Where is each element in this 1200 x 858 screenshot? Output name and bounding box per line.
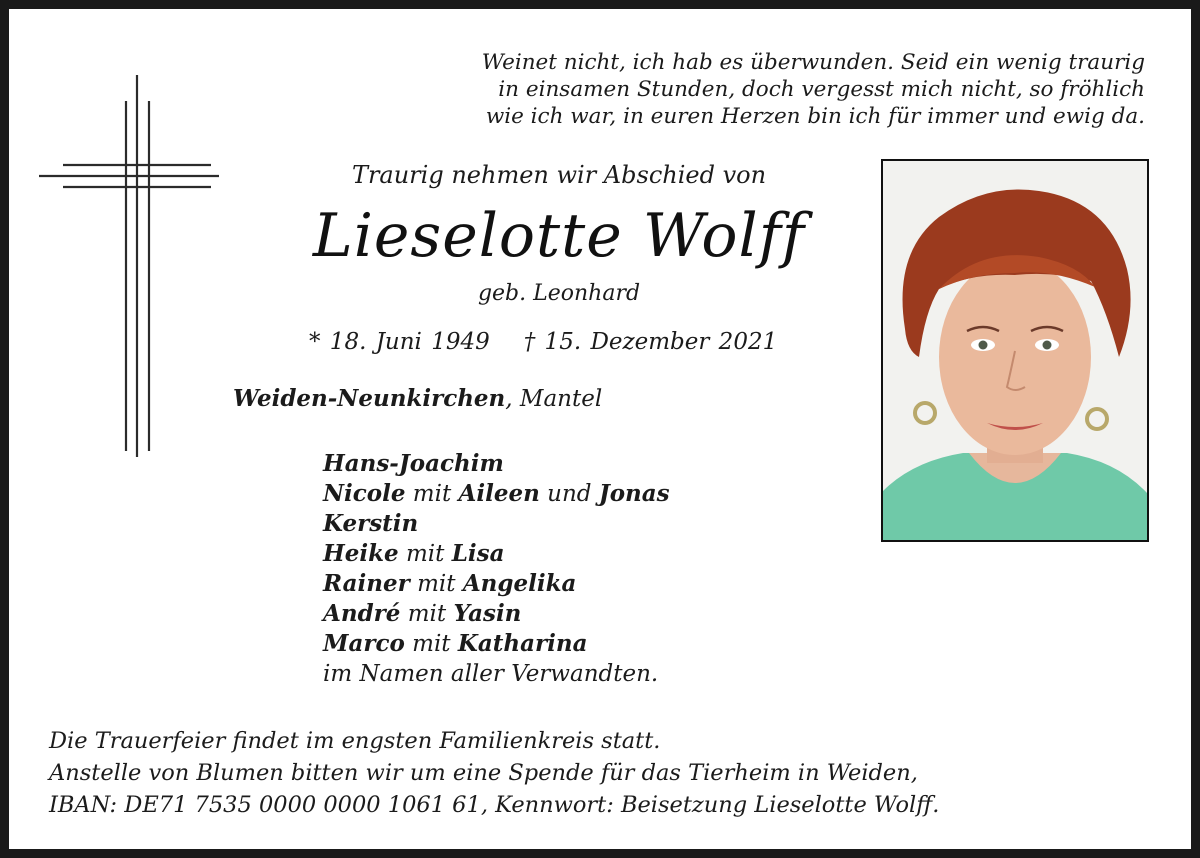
- family-joiner: und: [547, 481, 592, 507]
- poem-line: Weinet nicht, ich hab es überwunden. Seid ein wenig traurig: [481, 50, 1145, 75]
- family-member: Nicole: [323, 480, 406, 507]
- family-line: [323, 449, 670, 479]
- family-joiner: mit: [412, 631, 451, 657]
- family-joiner: mit: [407, 601, 447, 627]
- place-line: [233, 385, 602, 412]
- family-line: [323, 599, 670, 629]
- notice-line: IBAN: DE71 7535 0000 0000 1061 61, Kennwort: Beisetzung Lieselotte Wolff.: [49, 792, 940, 818]
- maiden-name: geb. Leonhard: [477, 281, 641, 306]
- poem-line: wie ich war, in euren Herzen bin ich für immer und ewig da.: [485, 104, 1145, 129]
- life-dates: [309, 329, 777, 355]
- family-member: Hans-Joachim: [323, 450, 504, 477]
- family-member: Aileen: [458, 480, 540, 507]
- funeral-notice: [49, 725, 939, 821]
- family-closing: im Namen aller Verwandten.: [323, 661, 659, 687]
- deceased-name: Lieselotte Wolff: [312, 201, 806, 271]
- notice-line: Die Trauerfeier findet im engsten Familienkreis statt.: [49, 728, 661, 754]
- place-secondary: Mantel: [519, 386, 603, 412]
- portrait-illustration: [883, 161, 1147, 540]
- family-line: [323, 479, 670, 509]
- portrait-photo: [881, 159, 1149, 542]
- family-member: Angelika: [462, 570, 577, 597]
- place-separator: ,: [505, 386, 513, 412]
- family-line: [323, 539, 670, 569]
- family-member: Heike: [323, 540, 399, 567]
- family-member: Rainer: [323, 570, 410, 597]
- family-member: Marco: [323, 630, 405, 657]
- death-date: † 15. Dezember 2021: [523, 329, 778, 355]
- family-member: Yasin: [453, 600, 522, 627]
- intro-text: Traurig nehmen wir Abschied von: [351, 161, 767, 189]
- family-line: [323, 569, 670, 599]
- family-line: [323, 509, 670, 539]
- notice-line: Anstelle von Blumen bitten wir um eine Spende für das Tierheim in Weiden,: [49, 760, 918, 786]
- family-member: André: [323, 600, 401, 627]
- family-joiner: mit: [417, 571, 456, 597]
- family-line: [323, 629, 670, 659]
- family-member: Katharina: [457, 630, 588, 657]
- birth-date: * 18. Juni 1949: [309, 329, 490, 355]
- family-joiner: mit: [405, 541, 445, 567]
- family-joiner: mit: [412, 481, 452, 507]
- poem: [482, 49, 1145, 130]
- family-list: [323, 449, 670, 689]
- family-member: Lisa: [451, 540, 505, 567]
- place-primary: Weiden-Neunkirchen: [233, 385, 506, 412]
- family-member: Kerstin: [323, 510, 419, 537]
- poem-line: in einsamen Stunden, doch vergesst mich nicht, so fröhlich: [498, 77, 1145, 102]
- family-member: Jonas: [598, 480, 670, 507]
